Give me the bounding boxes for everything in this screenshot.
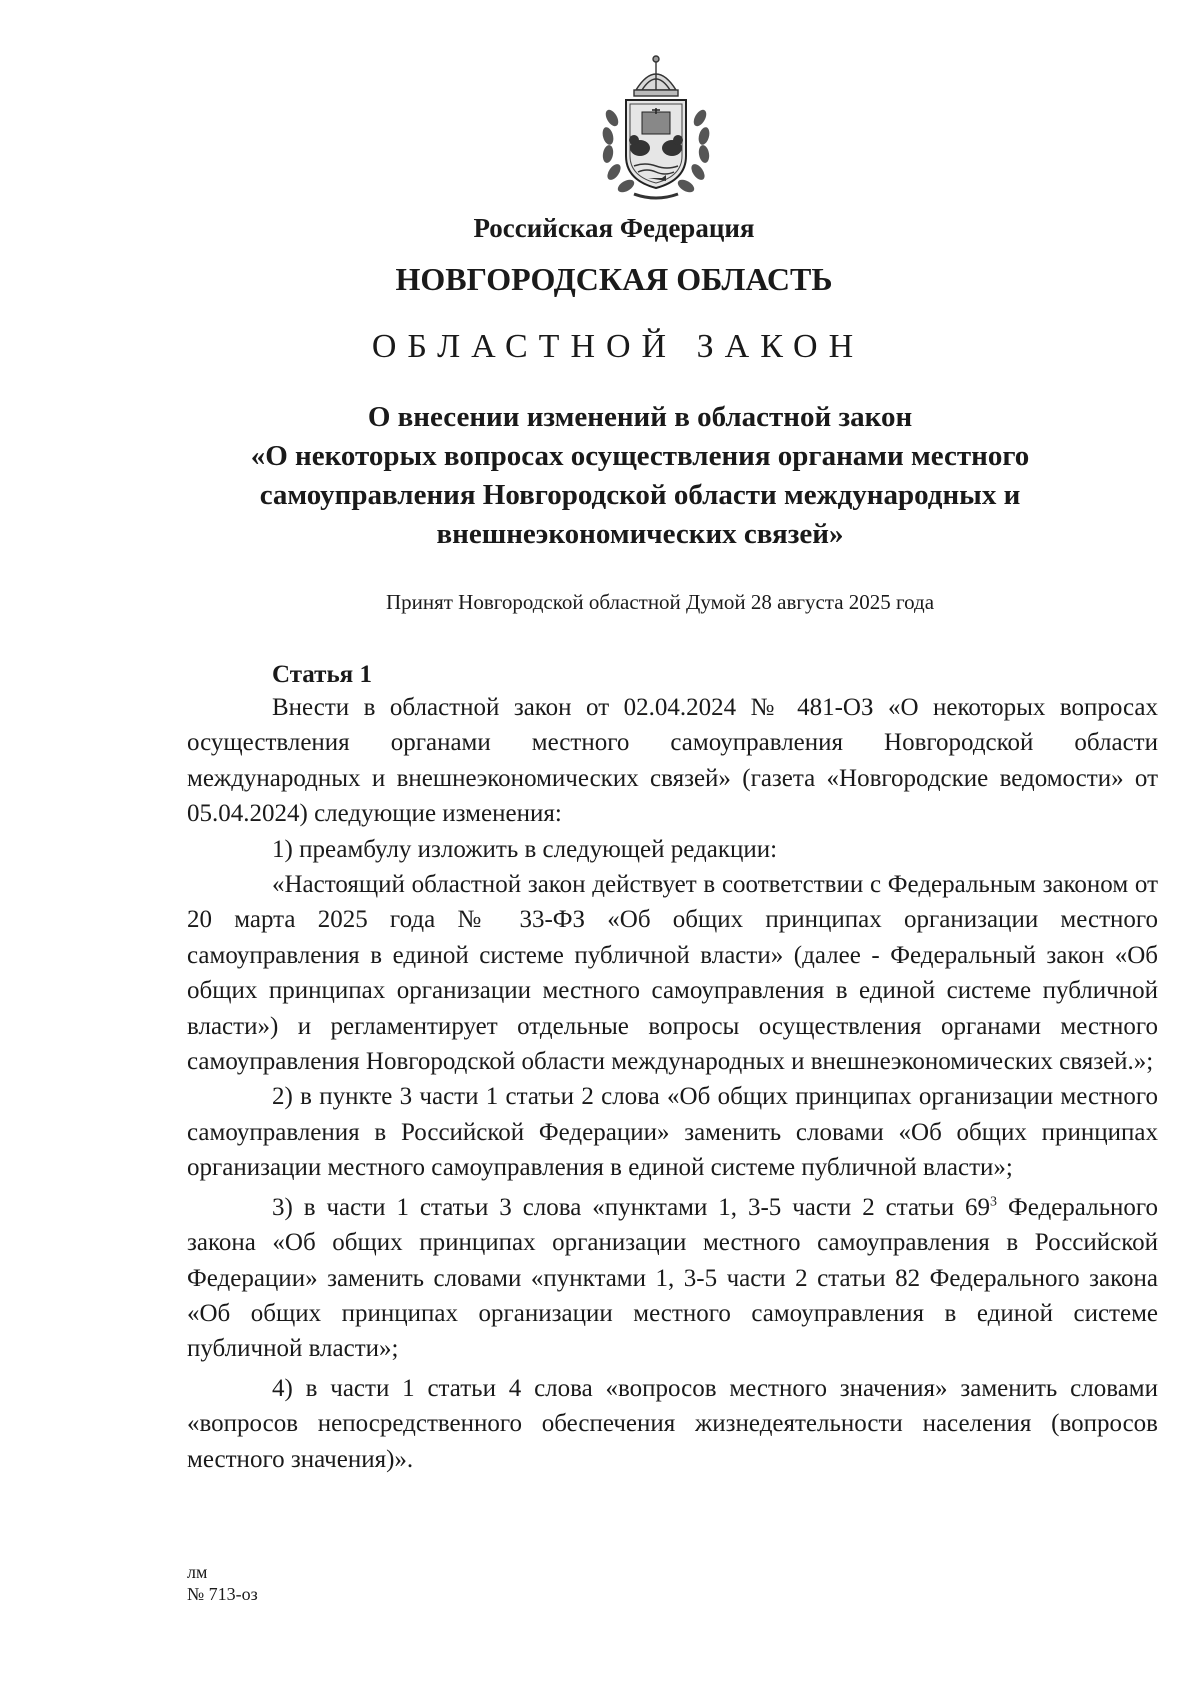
amendment-item-3-part: Федерального закона «Об общих принципах организации местного самоуправления в Российской Федерации» заменить словами «пунктами 1, 3-5 части 2 статьи 82 Федерального закона «Об общих принципах организации местного самоуправления в единой системе публичной власти»; [187,1193,1158,1363]
law-title-line: самоуправления Новгородской области международных и [259,479,1021,511]
adoption-note: Принят Новгородской областной Думой 28 августа 2025 года [385,590,935,614]
document-type: ОБЛАСТНОЙ ЗАКОН [371,328,865,365]
coat-of-arms-icon [598,52,714,202]
amendment-item-4: 4) в части 1 статьи 4 слова «вопросов местного значения» заменить словами «вопросов непосредственного обеспечения жизнедеятельности населения (вопросов местного значения)». [187,1374,1158,1473]
superscript-index: 3 [990,1194,998,1210]
operator-initials: лм [187,1562,208,1582]
amendment-item-3 [187,1190,1158,1367]
law-title-line: «О некоторых вопросах осуществления органами местного [250,440,1030,472]
law-title-line: внешнеэкономических связей» [436,518,844,550]
law-title [200,398,1080,554]
document-code [187,1561,258,1605]
law-title-line: О внесении изменений в областной закон [367,401,913,433]
region-name: НОВГОРОДСКАЯ ОБЛАСТЬ [395,261,833,297]
article-intro: Внести в областной закон от 02.04.2024 № 481-ОЗ «О некоторых вопросах осуществления органами местного самоуправления Новгородской области международных и внешнеэкономических связей» (газета «Новгородские ведомости» от 05.04.2024) следующие изменения: [187,694,1158,828]
document-number: № 713-оз [187,1584,258,1604]
amendment-item-2: 2) в пункте 3 части 1 статьи 2 слова «Об общих принципах организации местного самоуправления в Российской Федерации» заменить словами «Об общих принципах организации местного самоуправления в единой системе публичной власти»; [187,1083,1158,1182]
article-heading: Статья 1 [272,661,372,688]
amendment-item-1-text: «Настоящий областной закон действует в соответствии с Федеральным законом от 20 марта 2025 года № 33-ФЗ «Об общих принципах организации местного самоуправления в единой системе публичной власти» (далее - Федеральный закон «Об общих принципах организации местного самоуправления в единой системе публичной власти») и регламентирует отдельные вопросы осуществления органами местного самоуправления Новгородской области международных и внешнеэкономических связей.»; [187,871,1158,1076]
article-body [187,690,1158,1477]
country-name: Российская Федерация [473,213,755,243]
amendment-item-3-part: 3) в части 1 статьи 3 слова «пунктами 1, 3-5 части 2 статьи 69 [272,1193,991,1221]
amendment-item-1: 1) преамбулу изложить в следующей редакции: [272,835,778,863]
